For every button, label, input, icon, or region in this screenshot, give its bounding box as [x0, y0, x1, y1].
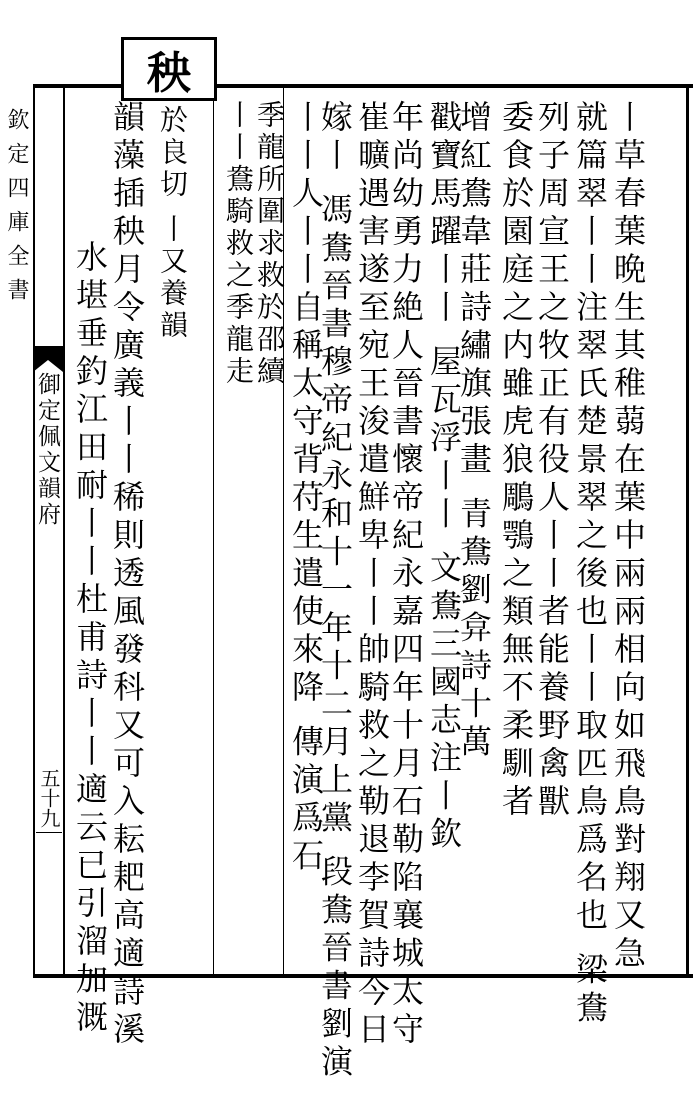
- column-divider: [213, 88, 214, 974]
- book-title: 御定佩文韻府: [34, 372, 60, 528]
- page-number-rule: [36, 832, 62, 833]
- fish-tail-mark-icon: [33, 346, 63, 372]
- text-column: 委食於園庭之内雖虎狼鵰鶚之類無不柔馴者: [497, 100, 535, 822]
- text-column: 韻藻插秧月令廣義丨丨稀則透風發科又可入耘耙高適詩溪: [108, 100, 146, 1050]
- text-column: 丨草春葉晩生其稚蒻在葉中兩兩相向如飛鳥對翔又急: [609, 100, 647, 974]
- page-number: 五十九: [37, 768, 61, 828]
- text-column: 於良切 丨又養韻: [156, 105, 189, 342]
- text-column: 增紅鴦韋莊詩繡旗張畫 青鴦劉弇詩十萬: [455, 100, 493, 763]
- rhyme-character: 秧: [147, 48, 191, 99]
- margin-outer-rule: [33, 84, 35, 978]
- rhyme-header-box: [121, 37, 217, 101]
- collection-title: 欽定四庫全書: [4, 108, 29, 312]
- text-column: 戳寶馬躍丨丨 屋瓦浮丨丨 文鴦三國志注丨欽: [425, 100, 463, 855]
- text-column: 就篇翠丨丨注翠氏楚景翠之後也丨丨取匹鳥爲名也 梁鴦: [571, 100, 609, 1029]
- frame-right-rule: [686, 84, 689, 978]
- text-column: 年尚幼勇力絶人晉書懷帝紀永嘉四年十月石勒陷襄城太守: [387, 100, 425, 1050]
- text-column: 嫁丨 馮鴦晉書穆帝紀永和十一年十二月上黨 段鴦晉書劉演: [316, 100, 354, 1083]
- text-column: 列子周宣王之牧正有役人丨丨者能養野禽獸: [533, 100, 571, 822]
- text-column: 丨丨鴦騎救之季龍走: [222, 100, 255, 388]
- text-column: 季龍所圍求救於邵續: [253, 100, 286, 388]
- text-column: 水堪垂釣江田耐丨丨杜甫詩丨丨適云已引溜加溉: [71, 240, 109, 1038]
- margin-inner-rule: [63, 84, 65, 978]
- text-column: 丨丨人丨丨自稱太守背苻生遣使來降 傳演爲石: [287, 100, 325, 877]
- text-column: 崔曠遇害遂至宛王浚遣鮮卑丨丨帥騎救之勒退李賀詩今日: [353, 100, 391, 1050]
